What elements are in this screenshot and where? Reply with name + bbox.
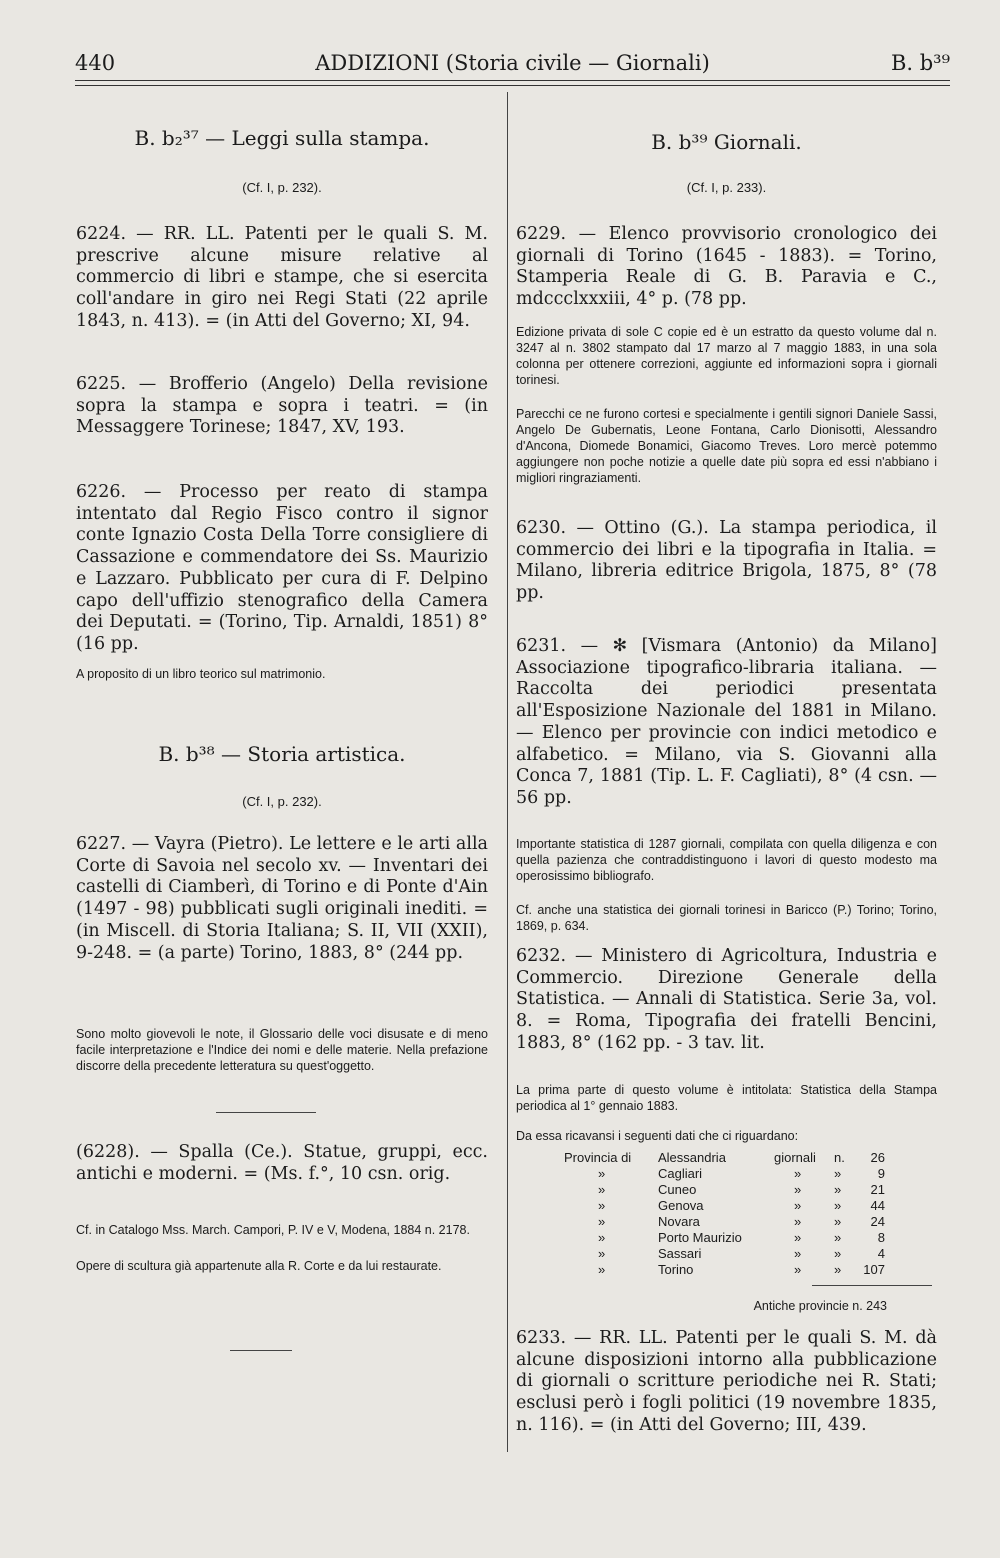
running-head [75,48,950,78]
table-row: » Cagliari » » 9 [598,1166,885,1181]
entry-6232: 6232. — Ministero di Agricoltura, Industria e Commercio. Direzione Generale della Statistica. — Annali di Statistica. Serie 3a, vol. 8. = Roma, Tipografia dei fratelli Bencini, 1883, 8° (162 pp. - 3 tav. lit. [516,946,937,1053]
cross-reference: (Cf. I, p. 232). [242,180,322,195]
note-6229-edition: Edizione privata di sole C copie ed è un estratto da questo volume dal n. 3247 al n. 3802 stampato dal 17 marzo al 7 maggio 1883, in una sola colonna per ottenere correzioni, aggiunte ed informazioni sopra i giornali torinesi. [516,325,937,388]
page-number: 440 [75,51,116,75]
note-6228-works: Opere di scultura già appartenute alla R. Corte e da lui restaurate. [76,1259,442,1273]
entry-6233: 6233. — RR. LL. Patenti per le quali S. M. dà alcune disposizioni intorno alla pubblicazione di giornali o scritture periodiche nei R. Stati; esclusi però i fogli politici (19 novembre 1835, n. 116). = (in Atti del Governo; III, 439. [516,1328,937,1435]
column-divider [507,92,508,1452]
table-row: » Torino » » 107 [598,1262,885,1277]
header-rule [75,80,950,81]
table-row: » Sassari » » 4 [598,1246,885,1261]
entry-6230: 6230. — Ottino (G.). La stampa periodica, il commercio dei libri e la tipografia in Italia. = Milano, libreria editrice Brigola, 1875, 8° (78 pp. [516,518,937,604]
entry-6231: 6231. — ✻ [Vismara (Antonio) da Milano] Associazione tipografico-libraria italiana. — Raccolta dei periodici presentata all'Esposizione Nazionale del 1881 in Milano. — Elenco per provincie con indici metodico e alfabetico. = Milano, via S. Giovanni alla Conca 7, 1881 (Tip. L. F. Cagliati), 8° (4 csn. — 56 pp. [516,636,937,808]
entry-6226: 6226. — Processo per reato di stampa intentato dal Regio Fisco contro il signor conte Ignazio Costa Della Torre consigliere di Cassazione e commendatore dei Ss. Maurizio e Lazzaro. Pubblicato per cura di F. Delpino capo dell'uffizio stenografico della Camera dei Deputati. = (Torino, Tip. Arnaldi, 1851) 8° (16 pp. [76,482,488,654]
separator-rule [216,1112,316,1113]
running-title: ADDIZIONI (Storia civile — Giornali) [315,51,710,75]
note-6226: A proposito di un libro teorico sul matrimonio. [76,667,326,681]
table-total: Antiche provincie n. 243 [753,1299,887,1313]
note-6232-intro: Da essa ricavansi i seguenti dati che ci riguardano: [516,1129,799,1143]
entry-6224: 6224. — RR. LL. Patenti per le quali S. M. prescrive alcune misure relative al commercio di libri e stampe, che si esercita coll'andare in giro nei Regi Stati (22 aprile 1843, n. 413). = (in Atti del Governo; XI, 94. [76,224,488,331]
table-row: » Porto Maurizio » » 8 [598,1230,885,1245]
province-table [516,1150,937,1278]
section-heading-b38: B. b³⁸ — Storia artistica. [158,742,406,766]
section-heading-b39: B. b³⁹ Giornali. [651,130,802,154]
note-6229-thanks: Parecchi ce ne furono cortesi e specialmente i gentili signori Daniele Sassi, Angelo De Gubernatis, Leone Fontana, Carlo Dionisotti, Alessandro d'Ancona, Diomede Bonamici, Giacomo Treves. Loro mercè potemmo aggiungere non poche notizie a quelle date più sopra ed essi n'abbiano i migliori ringraziamenti. [516,407,937,486]
header-rule-double [75,85,950,86]
table-row: » Novara » » 24 [598,1214,885,1229]
end-rule [230,1350,292,1351]
section-mark: B. b³⁹ [890,51,950,75]
note-6228-catalog: Cf. in Catalogo Mss. March. Campori, P. IV e V, Modena, 1884 n. 2178. [76,1223,470,1237]
table-row: » Cuneo » » 21 [598,1182,885,1197]
entry-6229: 6229. — Elenco provvisorio cronologico dei giornali di Torino (1645 - 1883). = Torino, Stamperia Reale di G. B. Paravia e C., mdccclxxxiii, 4° p. (78 pp. [516,224,937,310]
note-6231-statistics: Importante statistica di 1287 giornali, compilata con quella diligenza e con quella pazienza che contraddistinguono i lavori di questo modesto ma operosissimo bibliografo. [516,837,937,884]
note-6232-title: La prima parte di questo volume è intitolata: Statistica della Stampa periodica al 1° gennaio 1883. [516,1083,937,1114]
section-heading-b37: B. b₂³⁷ — Leggi sulla stampa. [134,126,430,150]
cross-reference: (Cf. I, p. 232). [242,794,322,809]
note-6231-crossref: Cf. anche una statistica dei giornali torinesi in Baricco (P.) Torino; Torino, 1869, p. 634. [516,903,937,934]
table-sum-rule [812,1285,932,1286]
entry-6227: 6227. — Vayra (Pietro). Le lettere e le arti alla Corte di Savoia nel secolo xv. — Inventari dei castelli di Ciamberì, di Torino e di Ponte d'Ain (1497 - 98) pubblicati sugli originali inediti. = (in Miscell. di Storia Italiana; S. II, VII (XXII), 9-248. = (a parte) Torino, 1883, 8° (244 pp. [76,834,488,963]
table-row: » Genova » » 44 [598,1198,885,1213]
entry-6228: (6228). — Spalla (Ce.). Statue, gruppi, ecc. antichi e moderni. = (Ms. f.°, 10 csn. orig. [76,1142,488,1184]
cross-reference: (Cf. I, p. 233). [686,180,767,195]
note-6227: Sono molto giovevoli le note, il Glossario delle voci disusate e di meno facile interpretazione e l'Indice dei nomi e delle materie. Nella prefazione discorre della precedente letteratura su quest'oggetto. [76,1027,488,1074]
entry-6225: 6225. — Brofferio (Angelo) Della revisione sopra la stampa e sopra i teatri. = (in Messaggere Torinese; 1847, XV, 193. [76,374,488,438]
table-row: Provincia di Alessandria giornali n. 26 [564,1150,885,1165]
